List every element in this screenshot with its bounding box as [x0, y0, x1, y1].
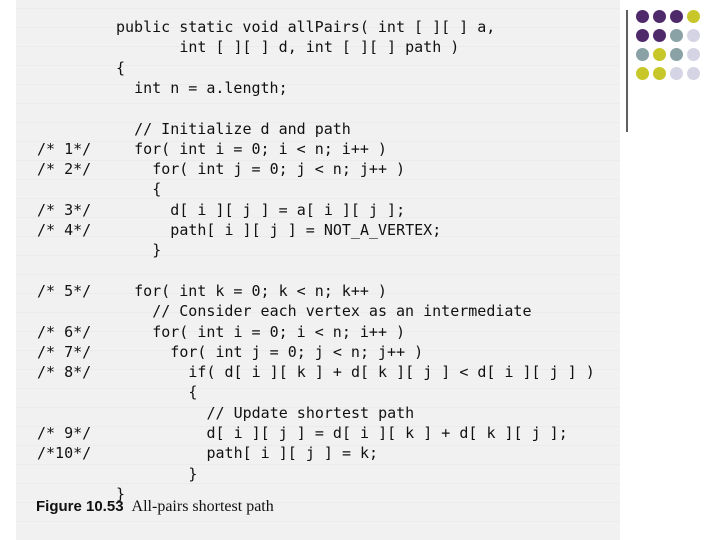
figure-number: Figure 10.53 — [36, 498, 124, 515]
code-line — [0, 463, 604, 485]
code-text: { — [152, 180, 162, 199]
decorative-dot — [670, 48, 683, 61]
code-line — [0, 260, 604, 282]
line-number-comment: /* 3*/ — [37, 200, 92, 219]
slide-divider-line — [626, 10, 628, 132]
decorative-dot-grid — [636, 10, 720, 100]
code-text: // Consider each vertex as an intermediate — [152, 302, 532, 321]
code-text: if( d[ i ][ k ] + d[ k ][ j ] < d[ i ][ j ] ) — [188, 363, 595, 382]
code-line — [0, 422, 604, 444]
code-line — [0, 36, 604, 58]
decorative-dot — [636, 10, 649, 23]
decorative-dot — [687, 10, 700, 23]
line-number-comment: /* 7*/ — [37, 342, 92, 361]
code-text: for( int i = 0; i < n; i++ ) — [152, 322, 406, 341]
code-line — [0, 280, 604, 302]
code-line — [0, 16, 604, 38]
code-text: for( int j = 0; j < n; j++ ) — [152, 160, 406, 179]
code-line — [0, 57, 604, 79]
code-line — [0, 178, 604, 200]
code-line — [0, 442, 604, 464]
code-text: } — [152, 241, 162, 260]
line-number-comment: /* 6*/ — [37, 322, 92, 341]
code-text: for( int j = 0; j < n; j++ ) — [170, 342, 424, 361]
code-line — [0, 199, 604, 221]
code-text: d[ i ][ j ] = d[ i ][ k ] + d[ k ][ j ]; — [206, 424, 568, 442]
decorative-dot — [687, 48, 700, 61]
line-number-comment: /* 9*/ — [37, 424, 92, 442]
decorative-dot — [653, 48, 666, 61]
code-line — [0, 97, 604, 119]
code-line — [0, 77, 604, 99]
decorative-dot — [670, 29, 683, 42]
decorative-dot — [653, 29, 666, 42]
decorative-dot — [653, 10, 666, 23]
code-line — [0, 341, 604, 363]
code-text: // Update shortest path — [206, 403, 415, 422]
line-number-comment: /* 4*/ — [37, 221, 92, 239]
code-text: int [ ][ ] d, int [ ][ ] path ) — [179, 38, 460, 57]
code-text: public static void allPairs( int [ ][ ] a, — [116, 18, 496, 36]
code-text: } — [116, 484, 126, 503]
code-line — [0, 321, 604, 343]
code-line — [0, 300, 604, 322]
code-line — [0, 118, 604, 140]
code-text: { — [116, 58, 126, 77]
code-text: path[ i ][ j ] = NOT_A_VERTEX; — [170, 221, 442, 239]
code-text: int n = a.length; — [134, 78, 288, 97]
code-line — [0, 402, 604, 424]
code-text: for( int k = 0; k < n; k++ ) — [134, 281, 387, 300]
decorative-dot — [636, 48, 649, 61]
code-text: d[ i ][ j ] = a[ i ][ j ]; — [170, 200, 406, 219]
code-line — [0, 381, 604, 403]
line-number-comment: /* 8*/ — [37, 363, 92, 382]
code-text: path[ i ][ j ] = k; — [206, 444, 379, 463]
code-line — [0, 158, 604, 180]
line-number-comment: /* 1*/ — [37, 139, 92, 158]
code-line — [0, 138, 604, 160]
decorative-dot — [670, 10, 683, 23]
code-line — [0, 361, 604, 383]
code-line — [0, 239, 604, 261]
code-text: } — [188, 464, 198, 483]
decorative-dot — [670, 67, 683, 80]
code-text: { — [188, 383, 198, 402]
code-line — [0, 219, 604, 241]
caption-text: All-pairs shortest path — [131, 498, 274, 515]
line-number-comment: /*10*/ — [37, 444, 92, 463]
figure-caption — [36, 497, 274, 516]
code-text: for( int i = 0; i < n; i++ ) — [134, 139, 387, 158]
decorative-dot — [636, 67, 649, 80]
line-number-comment: /* 5*/ — [37, 281, 92, 300]
code-text: // Initialize d and path — [134, 119, 351, 138]
decorative-dot — [687, 67, 700, 80]
decorative-dot — [636, 29, 649, 42]
decorative-dot — [653, 67, 666, 80]
line-number-comment: /* 2*/ — [37, 160, 92, 179]
decorative-dot — [687, 29, 700, 42]
